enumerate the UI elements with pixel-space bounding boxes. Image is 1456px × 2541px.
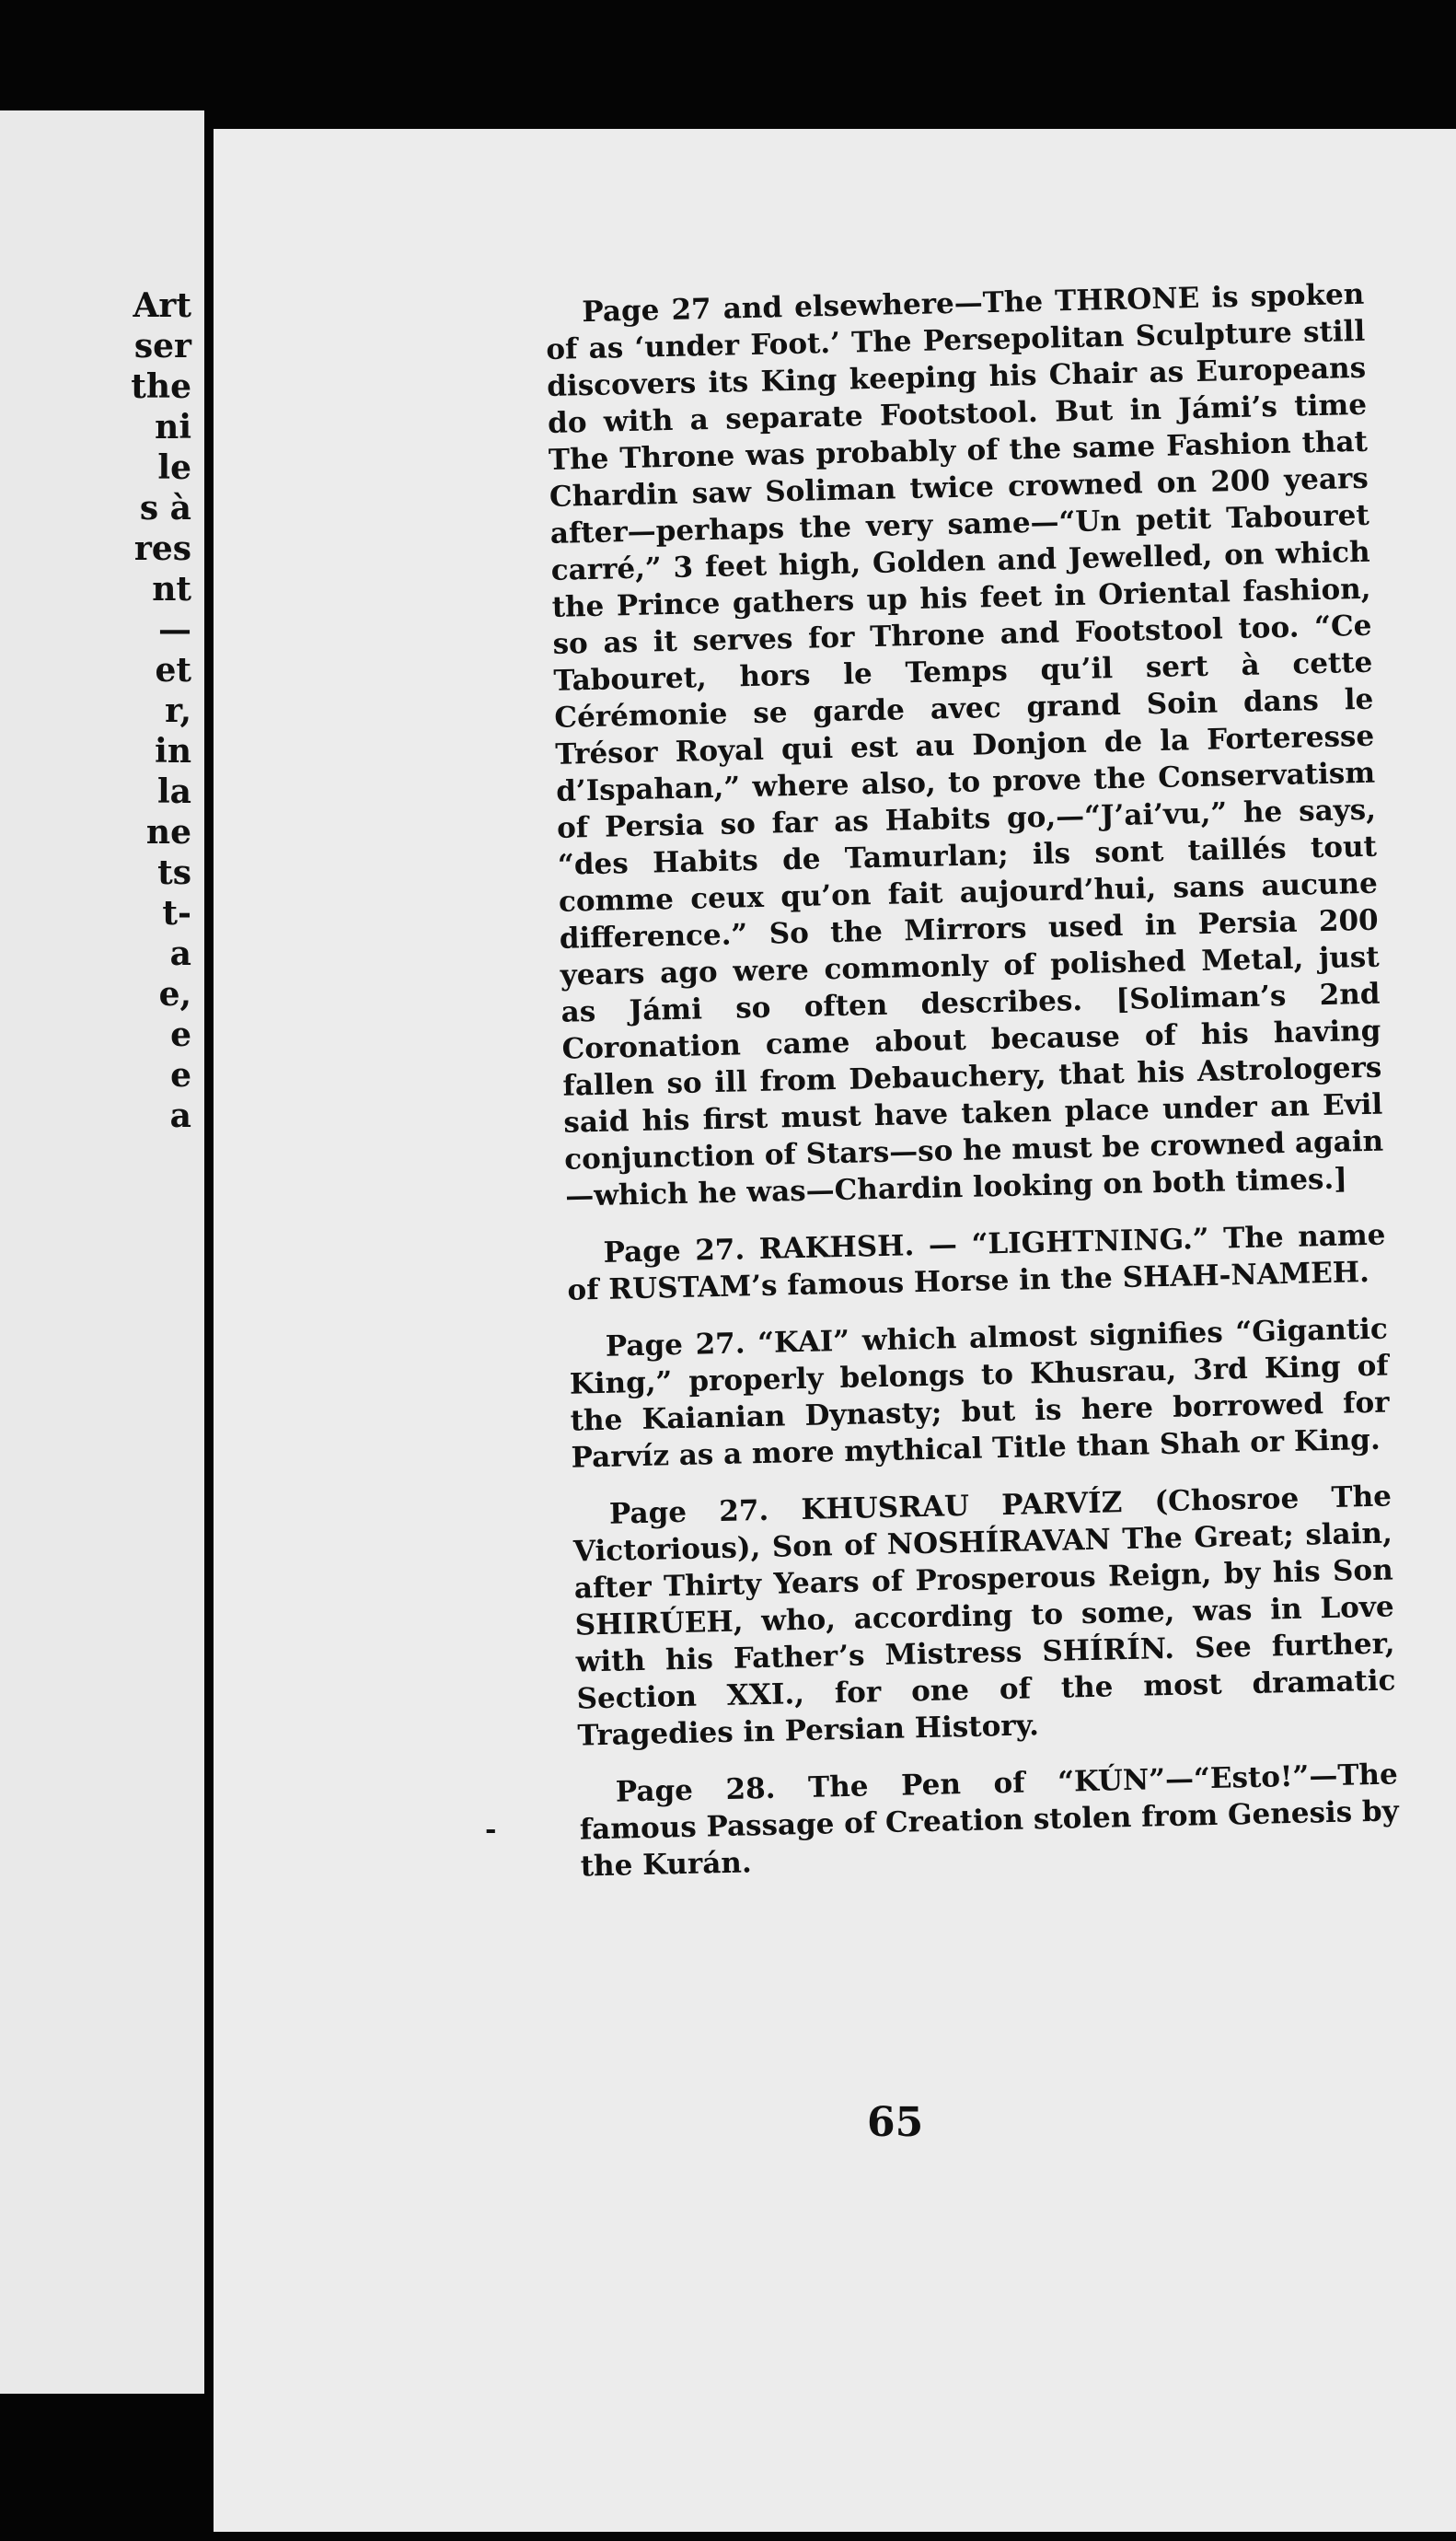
note-paragraph-kai: Page 27. “KAI” which almost signifies “Gigantic King,” properly belongs to Khusrau, 3rd King of the Kaianian Dynasty; but is here borrowed for Parvíz as a more mythical Title than Shah or King. [569, 1312, 1390, 1475]
fragment: ser [133, 327, 191, 365]
fragment: et [155, 651, 191, 690]
fragment: e [170, 1056, 191, 1095]
fragment: in [155, 732, 191, 771]
right-page [214, 129, 1456, 2532]
notes-text-block [545, 276, 1400, 1906]
fragment: ne [145, 813, 191, 852]
fragment: nt [152, 570, 191, 609]
note-paragraph-rakhsh: Page 27. RAKHSH. — “LIGHTNING.” The name of RUSTAM’s famous Horse in the SHAH-NAMEH. [567, 1218, 1386, 1307]
fragment: a [169, 1096, 191, 1135]
fragment: res [133, 529, 191, 568]
margin-mark: - [485, 1814, 497, 1846]
note-paragraph-khusrau: Page 27. KHUSRAU PARVÍZ (Chosroe The Victorious), Son of NOSHÍRAVAN The Great; slain, after Thirty Years of Prosperous Reign, by his Son SHIRÚEH, who, according to some, was in Love with his Father’s Mistress SHÍRÍN. See further, Section XXI., for one of the most dramatic Tragedies in Persian History. [572, 1479, 1396, 1753]
left-page [0, 110, 204, 2394]
fragment: the [131, 367, 191, 406]
left-page-text-fragments [131, 285, 191, 1136]
fragment: ni [155, 408, 191, 447]
note-paragraph-throne: Page 27 and elsewhere—The THRONE is spoken of as ‘under Foot.’ The Persepolitan Sculpture still discovers its King keeping his Chair as Europeans do with a separate Footstool. But in Jámi’s time The Throne was probably of the same Fashion that Chardin saw Soliman twice crowned on 200 years after—perhaps the very same—“Un petit Tabouret carré,” 3 feet high, Golden and Jewelled, on which the Prince gathers up his feet in Oriental fashion, so as it serves for Throne and Footstool too. “Ce Tabouret, hors le Temps qu’il sert à cette Cérémonie se garde avec grand Soin dans le Trésor Royal qui est au Donjon de la Forteresse d’Ispahan,” where also, to prove the Conservatism of Persia so far as Habits go,—“J’ai’vu,” he says, “des Habits de Tamurlan; ils sont taillés tout comme ceux qu’on fait aujourd’hui, sans aucune difference.” So the Mirrors used in Persia 200 years ago were commonly of polished Metal, just as Jámi so often describes. [Soliman’s 2nd Coronation came about because of his having fallen so ill from Debauchery, that his Astrologers said his first must have taken place under an Evil conjunction of Stars—so he must be crowned again—which he was—Chardin looking on both times.] [545, 277, 1384, 1213]
fragment: ts [157, 853, 191, 892]
fragment: e [170, 1015, 191, 1054]
fragment: r, [165, 691, 191, 730]
note-paragraph-pen-of-kun: Page 28. The Pen of “KÚN”—“Esto!”—The famous Passage of Creation stolen from Genesis by the Kurán. [579, 1758, 1400, 1884]
fragment: s à [139, 489, 191, 528]
fragment: e, [158, 975, 191, 1014]
fragment: Art [133, 286, 191, 325]
page-number: 65 [867, 2099, 924, 2146]
fragment: — [158, 610, 191, 649]
fragment: le [157, 448, 191, 487]
fragment: la [156, 772, 191, 811]
fragment: t- [162, 894, 191, 933]
fragment: a [169, 934, 191, 973]
